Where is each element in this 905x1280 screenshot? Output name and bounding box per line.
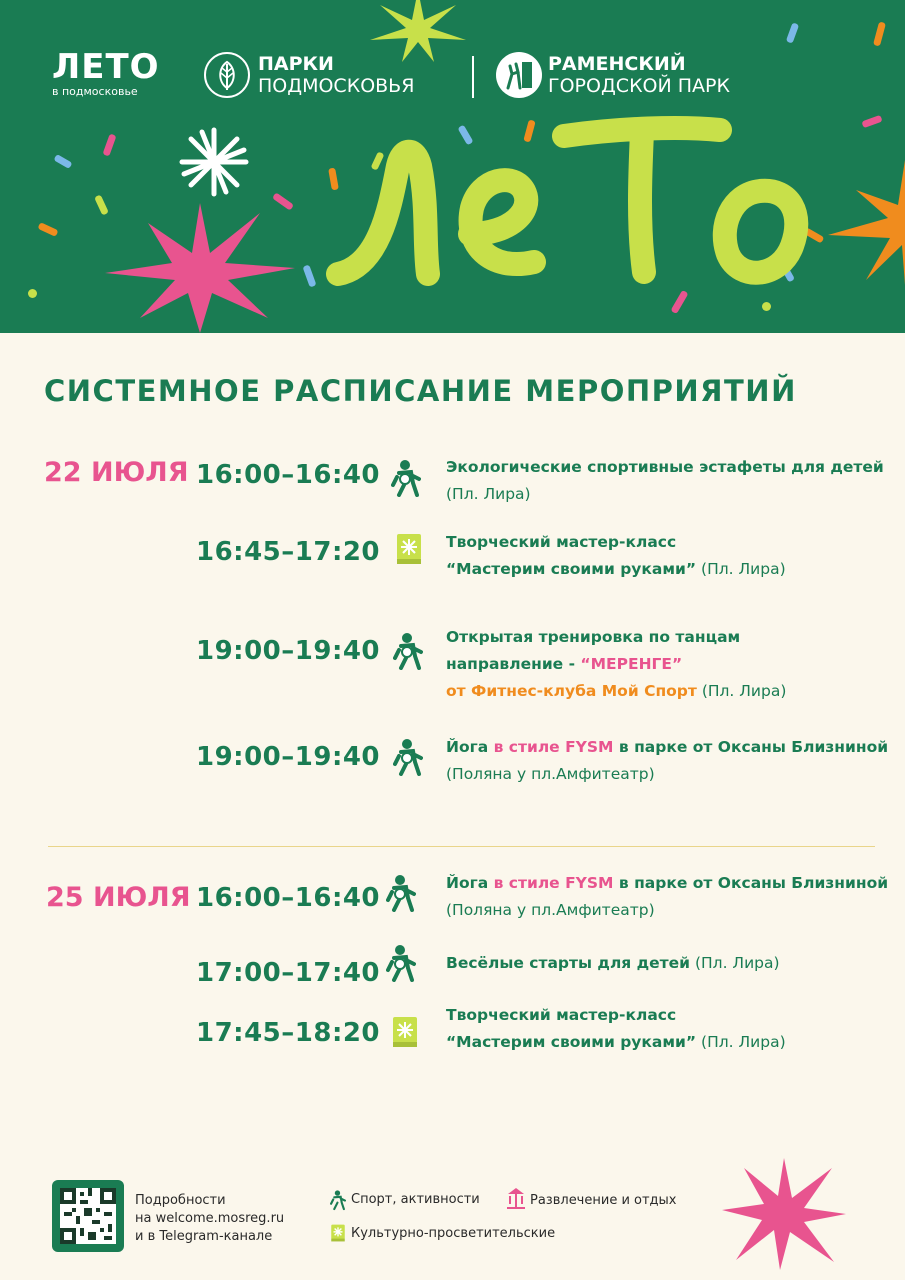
- sport-icon: [393, 738, 423, 776]
- event-description: [446, 624, 786, 705]
- event-subtitle: направление -: [446, 655, 581, 673]
- logo-divider: [472, 56, 474, 98]
- event-title: Творческий мастер-класс: [446, 533, 677, 551]
- event-time: 19:00–19:40: [196, 742, 381, 772]
- hero-leto-lettering: [320, 96, 840, 333]
- footer-info-line2[interactable]: на welcome.mosreg.ru: [135, 1211, 285, 1226]
- confetti: [786, 22, 799, 43]
- sport-icon: [391, 459, 421, 497]
- event-organizer: от Фитнес-клуба Мой Спорт: [446, 682, 697, 700]
- event-title: Экологические спортивные эстафеты для детей: [446, 458, 884, 476]
- event-title-rest: в парке от Оксаны Близниной: [613, 738, 889, 756]
- culture-icon: [396, 533, 422, 565]
- leaf-icon: [204, 52, 250, 98]
- page-title: СИСТЕМНОЕ РАСПИСАНИЕ МЕРОПРИЯТИЙ: [44, 374, 797, 408]
- event-description: [446, 950, 780, 977]
- date-25-july: 25 ИЮЛЯ: [46, 882, 191, 913]
- culture-icon: [392, 1016, 418, 1048]
- confetti: [302, 264, 316, 287]
- sport-icon: [386, 874, 416, 912]
- ramensky-logo-line2: ГОРОДСКОЙ ПАРК: [548, 75, 730, 97]
- leto-logo-subtitle: в подмосковье: [52, 85, 138, 98]
- event-subtitle: “Мастерим своими руками”: [446, 1033, 697, 1051]
- event-description: [446, 734, 888, 788]
- event-title-rest: в парке от Оксаны Близниной: [613, 874, 889, 892]
- footer-info-line3: и в Telegram-канале: [135, 1229, 273, 1244]
- legend-culture-icon: [330, 1224, 346, 1242]
- event-description: [446, 870, 888, 924]
- ramensky-park-logo[interactable]: [496, 52, 730, 98]
- event-location: (Пл. Лира): [696, 560, 786, 578]
- confetti: [873, 22, 886, 47]
- deer-icon: [496, 52, 542, 98]
- date-22-july: 22 ИЮЛЯ: [44, 457, 189, 488]
- confetti: [28, 289, 37, 298]
- event-location: (Поляна у пл.Амфитеатр): [446, 901, 655, 919]
- event-time: 17:45–18:20: [196, 1018, 381, 1048]
- event-location: (Поляна у пл.Амфитеатр): [446, 765, 655, 783]
- event-description: [446, 454, 884, 508]
- legend-culture-label: Культурно-просветительские: [351, 1226, 556, 1241]
- parks-logo-line2: ПОДМОСКОВЬЯ: [258, 75, 415, 97]
- event-title: Весёлые старты для детей: [446, 954, 691, 972]
- confetti: [37, 222, 58, 237]
- parks-logo-line1: ПАРКИ: [258, 53, 334, 75]
- event-title: Йога: [446, 738, 489, 756]
- event-location: (Пл. Лира): [696, 682, 787, 700]
- footer-info-line1: Подробности: [135, 1193, 226, 1208]
- event-subtitle: “Мастерим своими руками”: [446, 560, 697, 578]
- event-description: [446, 1002, 786, 1056]
- pink-starburst-icon: [100, 198, 300, 333]
- header-banner: [0, 0, 905, 333]
- confetti: [861, 115, 882, 128]
- sport-icon: [393, 632, 423, 670]
- sport-icon: [386, 944, 416, 982]
- event-time: 16:45–17:20: [196, 537, 381, 567]
- event-time: 17:00–17:40: [196, 958, 381, 988]
- confetti: [53, 154, 72, 169]
- event-time: 16:00–16:40: [196, 460, 381, 490]
- parks-logo[interactable]: [204, 52, 414, 98]
- white-starburst-icon: [176, 124, 252, 200]
- event-description: [446, 529, 786, 583]
- event-title: Йога: [446, 874, 489, 892]
- pink-starburst-footer-icon: [722, 1158, 846, 1270]
- event-location: (Пл. Лира): [696, 1033, 786, 1051]
- footer-info: [135, 1192, 284, 1246]
- event-title: Открытая тренировка по танцам: [446, 628, 741, 646]
- legend-sport-label: Спорт, активности: [351, 1192, 480, 1207]
- confetti: [102, 133, 116, 156]
- legend-sport-icon: [330, 1189, 346, 1211]
- leto-logo[interactable]: [52, 47, 160, 98]
- event-highlight: “МЕРЕНГЕ”: [580, 655, 683, 673]
- event-location: (Пл. Лира): [690, 954, 780, 972]
- event-highlight: в стиле FYSM: [488, 738, 614, 756]
- ramensky-logo-line1: РАМЕНСКИЙ: [548, 53, 686, 75]
- event-time: 19:00–19:40: [196, 636, 381, 666]
- event-location: (Пл. Лира): [446, 485, 531, 503]
- event-time: 16:00–16:40: [196, 883, 381, 913]
- legend-fun-label: Развлечение и отдых: [530, 1193, 677, 1208]
- legend-carousel-icon: [506, 1186, 526, 1210]
- qr-code-pattern-icon: [60, 1188, 116, 1244]
- leto-logo-title: ЛЕТО: [52, 47, 160, 87]
- qr-code[interactable]: [52, 1180, 124, 1252]
- event-highlight: в стиле FYSM: [488, 874, 614, 892]
- event-title: Творческий мастер-класс: [446, 1006, 677, 1024]
- day-divider: [48, 846, 875, 847]
